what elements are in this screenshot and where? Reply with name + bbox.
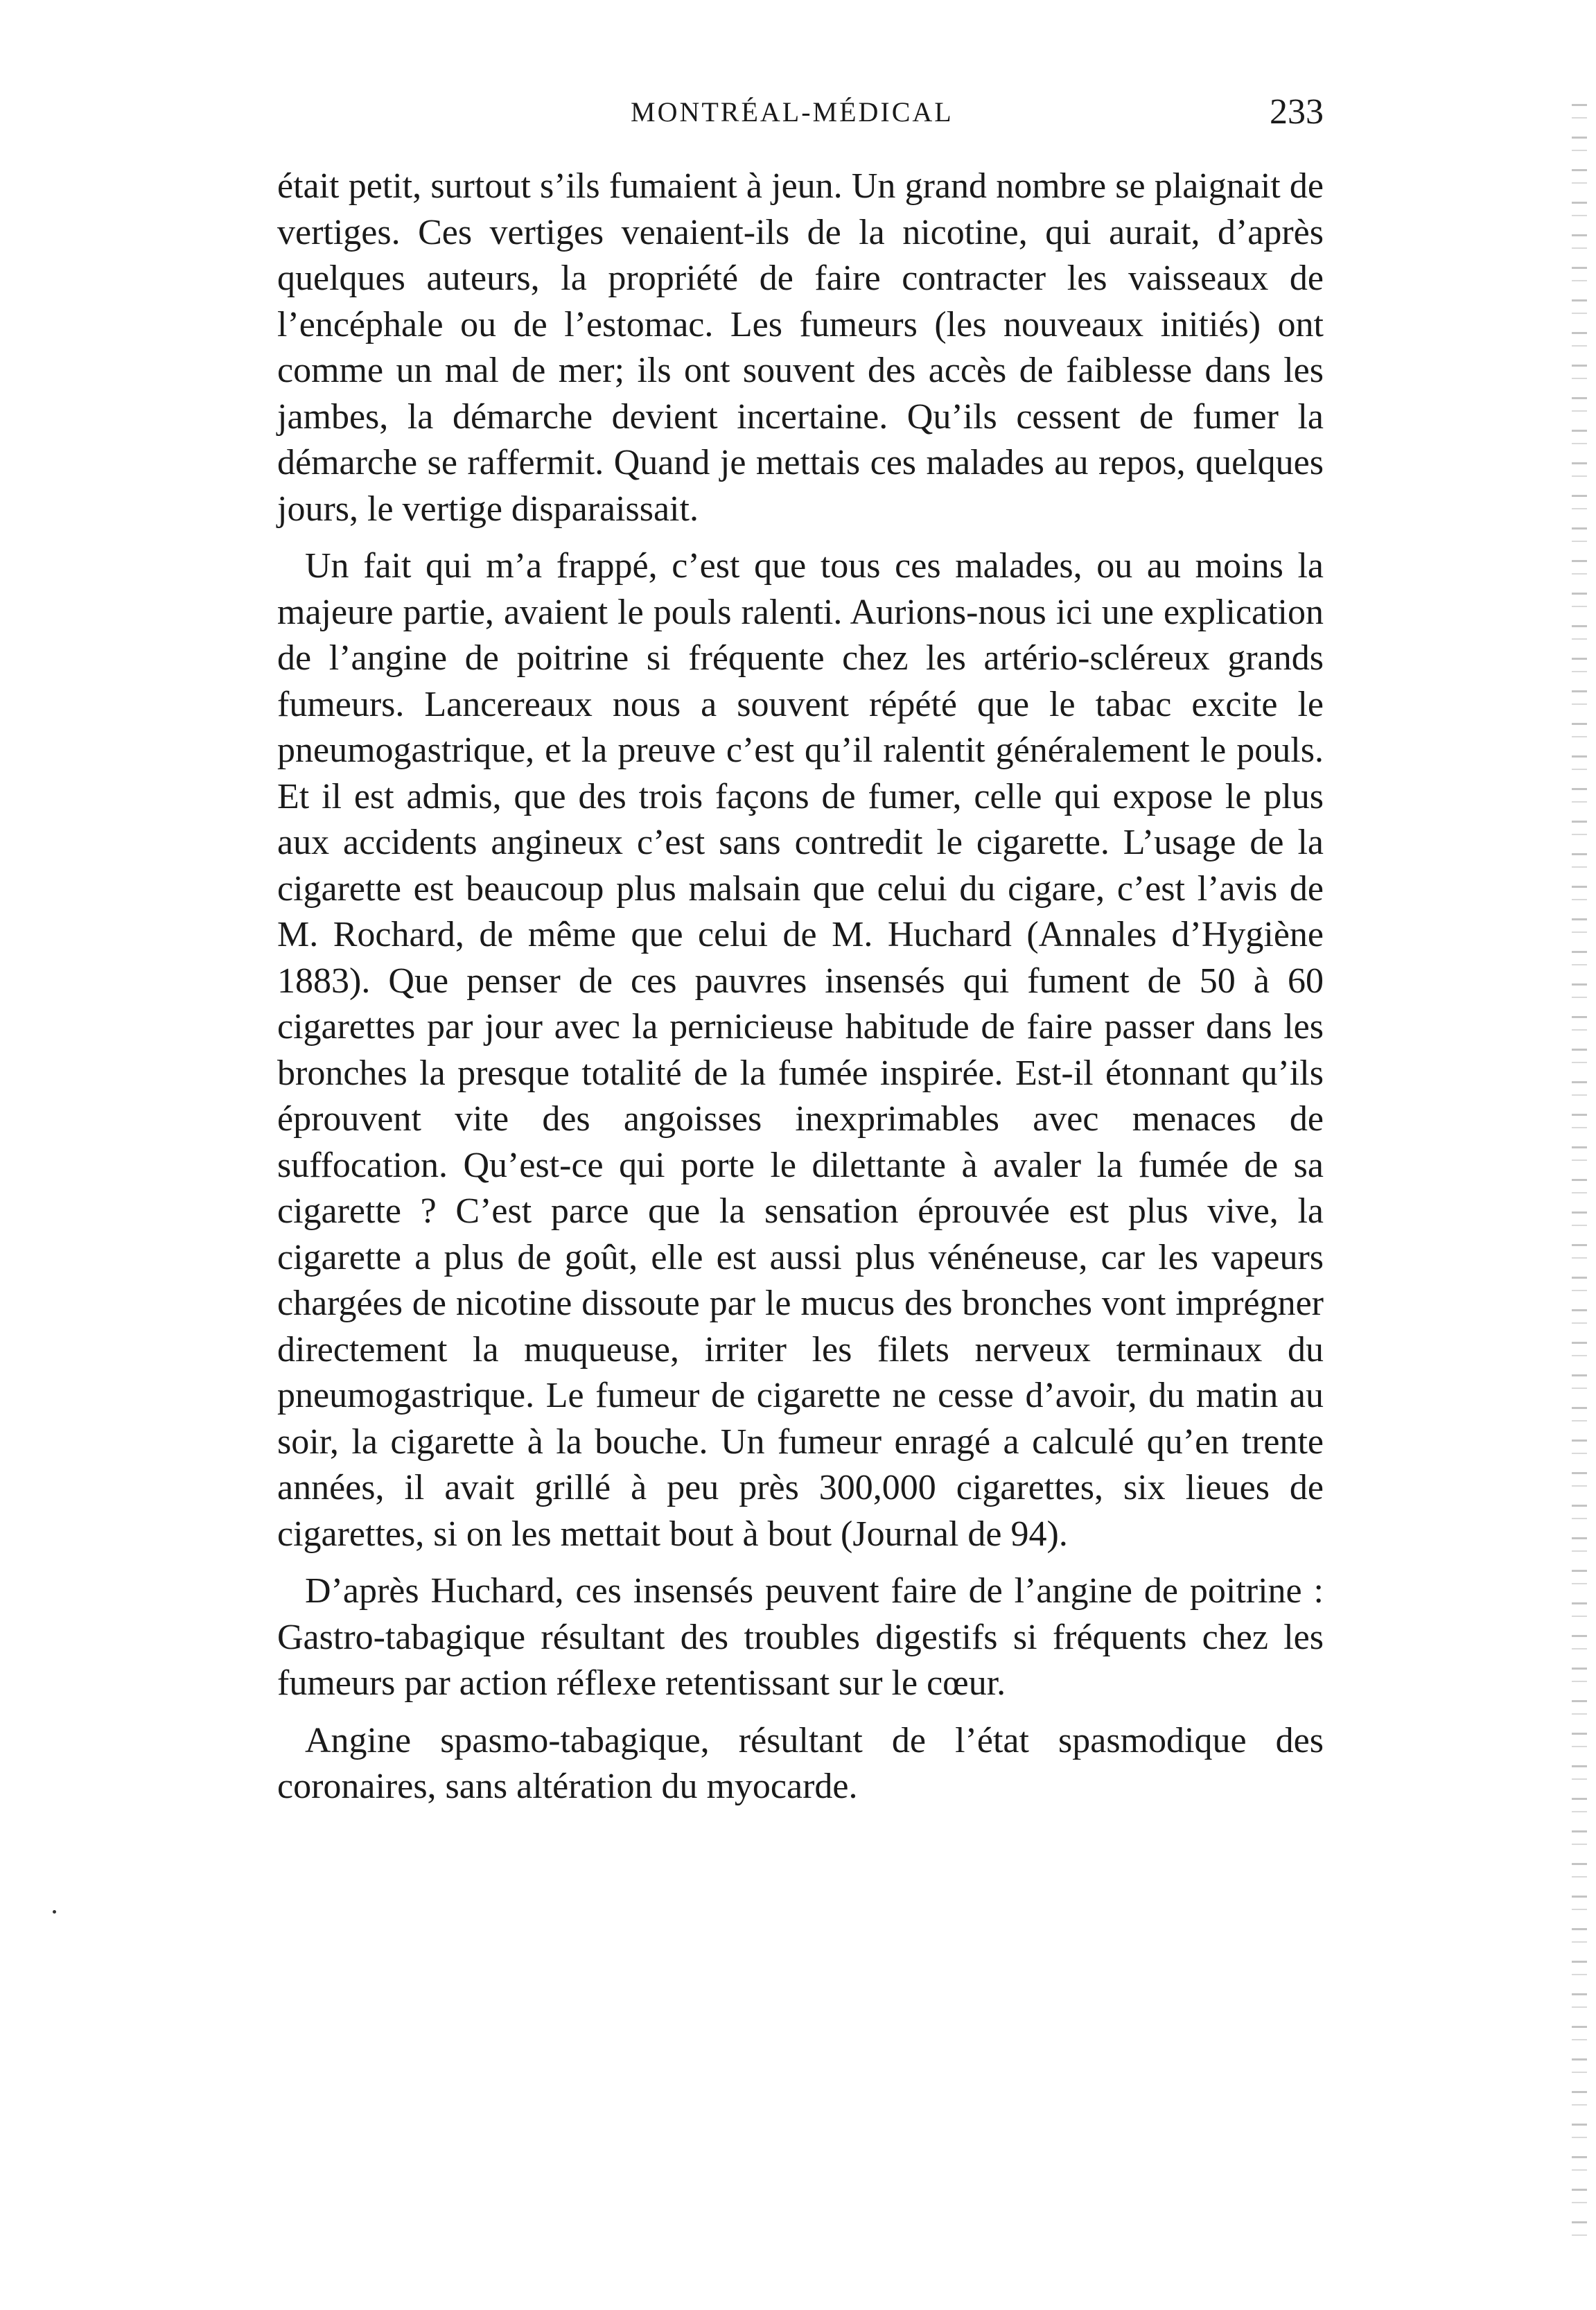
paragraph-3: D’après Huchard, ces insensés peuvent faire de l’angine de poitrine : Gastro-tabagique résultant des troubles digestifs si fréquents chez les fumeurs par action réflexe retentissant sur le cœur. (277, 1571, 1324, 1703)
page-number: 233 (1270, 92, 1324, 132)
paragraph-2: Un fait qui m’a frappé, c’est que tous ces malades, ou au moins la majeure partie, avaient le pouls ralenti. Aurions-nous ici une explication de l’angine de poitrine si fréquente chez les artério-scléreux grands fumeurs. Lancereaux nous a souvent répété que le tabac excite le pneumogastrique, et la preuve c’est qu’il ralentit généralement le pouls. Et il est admis, que des trois façons de fumer, celle qui expose le plus aux accidents angineux c’est sans contredit le cigarette. L’usage de la cigarette est beaucoup plus malsain que celui du cigare, c’est l’avis de M. Rochard, de même que celui de M. Huchard (Annales d’Hygiène 1883). Que penser de ces pauvres insensés qui fument de 50 à 60 cigarettes par jour avec la pernicieuse habitude de faire passer dans les bronches la presque totalité de la fumée inspirée. Est-il étonnant qu’ils éprouvent vite des angoisses inexprimables avec menaces de suffocation. Qu’est-ce qui porte le dilettante à avaler la fumée de sa cigarette ? C’est parce que la sensation éprouvée est plus vive, la cigarette a plus de goût, elle est aussi plus vénéneuse, car les vapeurs chargées de nicotine dissoute par le mucus des bronches vont imprégner directement la muqueuse, irriter les filets nerveux terminaux du pneumogastrique. Le fumeur de cigarette ne cesse d’avoir, du matin au soir, la cigarette à la bouche. Un fumeur enragé a calculé qu’en trente années, il avait grillé à peu près 300,000 cigarettes, six lieues de cigarettes, si on les mettait bout à bout (Journal de 94). (277, 546, 1324, 1554)
running-head (277, 92, 1324, 137)
scan-speck (53, 1910, 56, 1914)
paragraph-4: Angine spasmo-tabagique, résultant de l’état spasmodique des coronaires, sans altération du myocarde. (277, 1720, 1324, 1806)
body-text (277, 164, 1324, 1810)
paragraph-1: était petit, surtout s’ils fumaient à jeun. Un grand nombre se plaignait de vertiges. Ces vertiges venaient-ils de la nicotine, qui aurait, d’après quelques auteurs, la propriété de faire contracter les vaisseaux de l’encéphale ou de l’estomac. Les fumeurs (les nouveaux initiés) ont comme un mal de mer; ils ont souvent des accès de faiblesse dans les jambes, la démarche devient incertaine. Qu’ils cessent de fumer la démarche se raffermit. Quand je mettais ces malades au repos, quelques jours, le vertige disparaissait. (277, 166, 1324, 529)
scan-edge-artifact (1572, 104, 1587, 2252)
running-head-title: MONTRÉAL-MÉDICAL (631, 96, 954, 128)
